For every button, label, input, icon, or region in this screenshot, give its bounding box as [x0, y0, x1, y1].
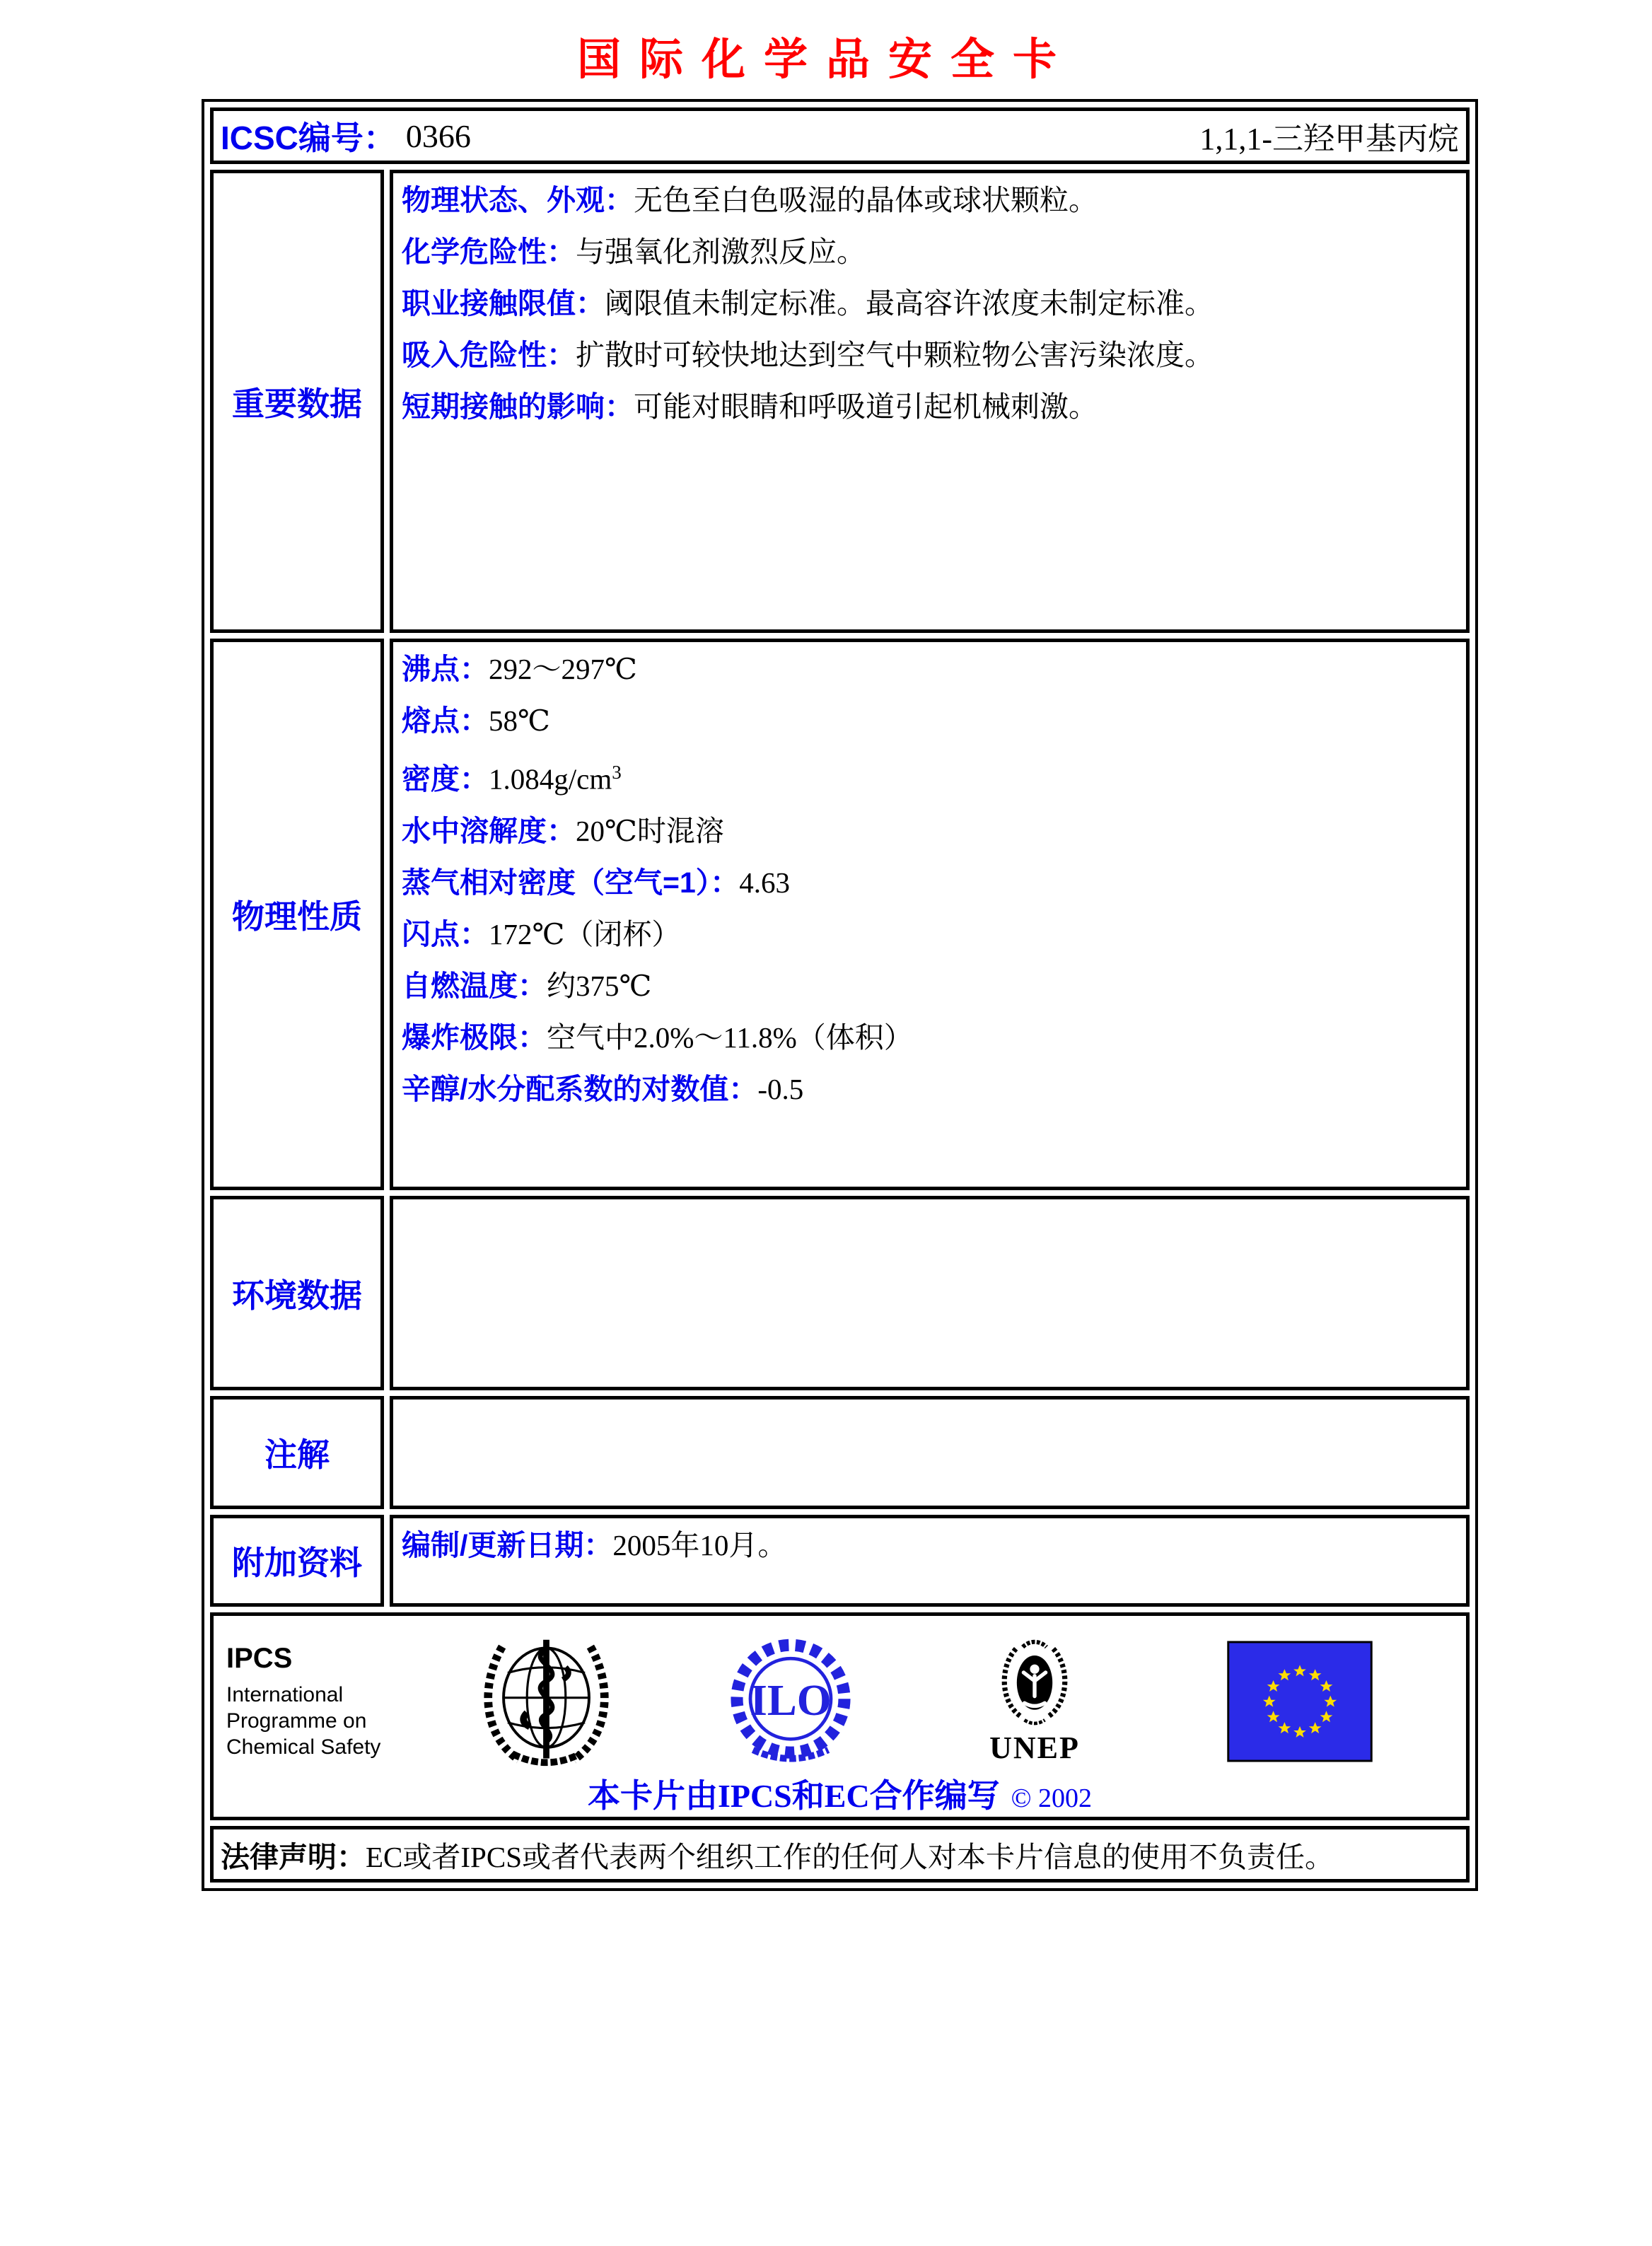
property-line — [402, 644, 1458, 695]
property-key: 辛醇/水分配系数的对数值： — [402, 1072, 758, 1105]
property-key: 沸点： — [402, 653, 489, 685]
property-value: 292～297℃ — [489, 653, 637, 685]
property-value: -0.5 — [757, 1072, 804, 1105]
copyright-text: © 2002 — [1011, 1784, 1093, 1813]
property-key: 熔点： — [402, 704, 489, 737]
card-header-cell — [210, 107, 1470, 164]
legal-cell — [210, 1826, 1470, 1883]
property-value: 约375℃ — [547, 969, 652, 1002]
icsc-number-group — [221, 112, 471, 159]
ipcs-subtitle-line: Chemical Safety — [226, 1735, 381, 1759]
section-row — [210, 639, 1470, 1190]
property-line — [402, 1012, 1458, 1064]
unep-logo-block — [971, 1639, 1098, 1764]
property-key: 职业接触限值： — [402, 287, 605, 320]
property-key: 物理状态、外观： — [402, 184, 634, 216]
property-key: 水中溶解度： — [402, 814, 576, 847]
property-value: 可能对眼睛和呼吸道引起机械刺激。 — [634, 390, 1098, 423]
card-header-row — [210, 107, 1470, 164]
property-value: 4.63 — [739, 866, 790, 899]
icsc-card-table — [202, 99, 1478, 1891]
property-line — [402, 747, 1458, 805]
chemical-name: 1,1,1-三羟甲基丙烷 — [1199, 122, 1459, 156]
section-row — [210, 1396, 1470, 1509]
property-key: 化学危险性： — [402, 235, 576, 268]
property-line — [402, 960, 1458, 1012]
property-line — [402, 175, 1458, 226]
who-logo-icon — [474, 1633, 619, 1771]
property-value: 空气中2.0%～11.8%（体积） — [547, 1020, 913, 1054]
property-line — [402, 805, 1458, 857]
ipcs-subtitle-line: Programme on — [226, 1709, 367, 1733]
legal-text: EC或者IPCS或者代表两个组织工作的任何人对本卡片信息的使用不负责任。 — [366, 1840, 1334, 1873]
property-superscript: 3 — [612, 762, 622, 783]
property-key: 密度： — [402, 762, 489, 796]
ipcs-subtitle-line: International — [226, 1683, 344, 1706]
property-line — [402, 909, 1458, 960]
ipcs-title: IPCS — [226, 1643, 293, 1674]
property-value: 1.084g/cm — [489, 762, 612, 796]
property-value: 阈限值未制定标准。最高容许浓度未制定标准。 — [605, 287, 1214, 320]
property-line — [402, 857, 1458, 909]
section-label: 物理性质 — [210, 639, 384, 1190]
property-key: 闪点： — [402, 917, 489, 950]
property-value: 无色至白色吸湿的晶体或球状颗粒。 — [634, 184, 1098, 216]
page-title: 国际化学品安全卡 — [576, 35, 1075, 84]
section-content — [390, 639, 1470, 1190]
section-content — [390, 1396, 1470, 1509]
property-line — [402, 381, 1458, 433]
section-content — [390, 170, 1470, 633]
property-key: 吸入危险性： — [402, 339, 576, 371]
organizations-row — [210, 1612, 1470, 1820]
property-value: 2005年10月。 — [612, 1529, 787, 1561]
section-label: 重要数据 — [210, 170, 384, 633]
credit-line — [214, 1770, 1466, 1817]
property-key: 爆炸极限： — [402, 1020, 547, 1054]
legal-label: 法律声明： — [221, 1840, 366, 1873]
property-line — [402, 695, 1458, 747]
property-line — [402, 226, 1458, 278]
section-label: 附加资料 — [210, 1515, 384, 1607]
eu-flag-icon — [1226, 1641, 1374, 1762]
section-content — [390, 1515, 1470, 1607]
property-line — [402, 278, 1458, 330]
section-label: 环境数据 — [210, 1196, 384, 1390]
section-content — [390, 1196, 1470, 1390]
icsc-number-value: 0366 — [405, 117, 471, 154]
icsc-number-label: ICSC编号： — [221, 120, 396, 156]
property-line — [402, 330, 1458, 381]
legal-row — [210, 1826, 1470, 1883]
property-key: 蒸气相对密度（空气=1）： — [402, 866, 740, 899]
property-value: 172℃（闭杯） — [489, 917, 681, 950]
ilo-logo-text: ILO — [750, 1675, 832, 1725]
property-key: 自燃温度： — [402, 969, 547, 1002]
property-line — [402, 1520, 1458, 1571]
property-key: 编制/更新日期： — [402, 1529, 613, 1561]
organizations-cell — [210, 1612, 1470, 1820]
section-row — [210, 1196, 1470, 1390]
property-line — [402, 1064, 1458, 1115]
ilo-logo-icon — [723, 1634, 858, 1769]
ipcs-text-block — [226, 1643, 438, 1760]
property-value: 58℃ — [489, 704, 550, 737]
property-key: 短期接触的影响： — [402, 390, 634, 423]
property-value: 与强氧化剂激烈反应。 — [576, 235, 866, 268]
section-row — [210, 1515, 1470, 1607]
section-row — [210, 170, 1470, 633]
unep-logo-icon — [982, 1639, 1088, 1732]
credit-text: 本卡片由IPCS和EC合作编写 — [587, 1778, 1000, 1814]
section-label: 注解 — [210, 1396, 384, 1509]
property-value: 扩散时可较快地达到空气中颗粒物公害污染浓度。 — [576, 339, 1214, 371]
property-value: 20℃时混溶 — [576, 814, 724, 847]
unep-logo-text: UNEP — [989, 1730, 1080, 1765]
